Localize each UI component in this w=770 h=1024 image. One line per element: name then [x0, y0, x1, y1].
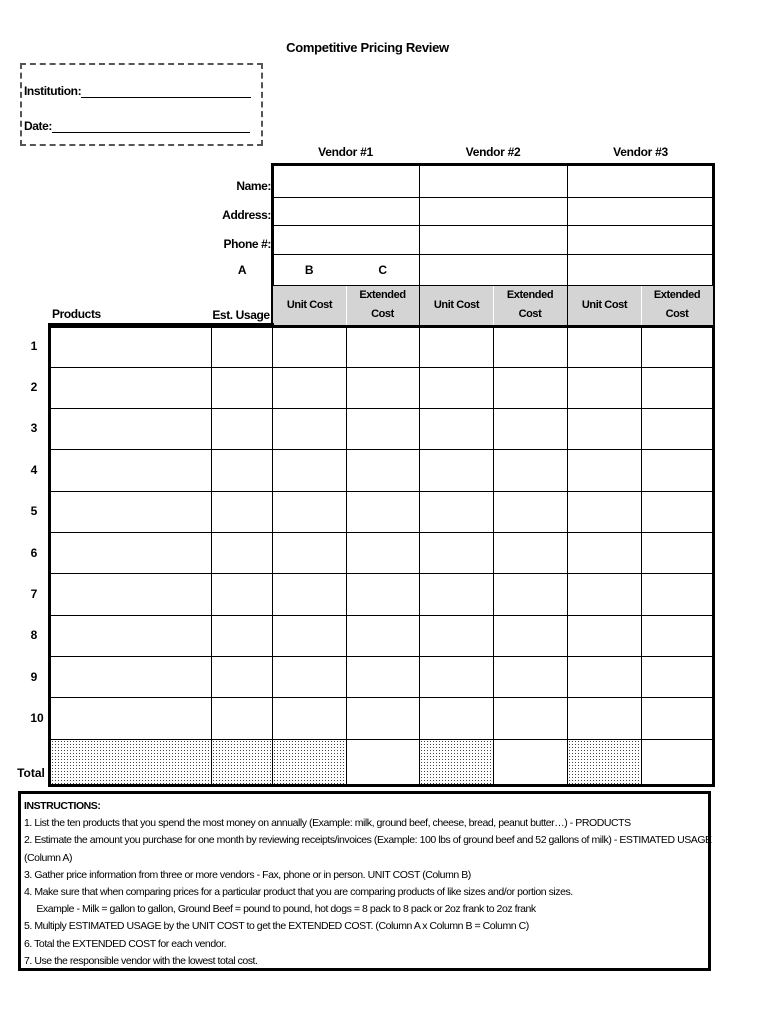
- v3-extended-cost-header: [641, 285, 713, 325]
- instruction-line: 5. Multiply ESTIMATED USAGE by the UNIT COST to get the EXTENDED COST. (Column A x Column B = Column C): [24, 920, 529, 933]
- products-heading: Products: [52, 307, 101, 321]
- unit-cost-label: Unit Cost: [433, 298, 480, 311]
- vendor-3-heading: Vendor #3: [613, 145, 668, 159]
- institution-label: Institution:: [24, 84, 82, 98]
- date-row: [24, 119, 250, 133]
- vendor-1-heading: Vendor #1: [318, 145, 373, 159]
- instruction-line: 1. List the ten products that you spend the most money on annually (Example: milk, ground beef, cheese, bread, peanut butter…) - PRODUCTS: [24, 817, 631, 830]
- institution-row: [24, 84, 251, 98]
- column-b-letter: B: [304, 263, 314, 277]
- instruction-line: 2. Estimate the amount you purchase for one month by reviewing receipts/invoices (Example: 100 lbs of ground beef and 52 gallons of milk) - ESTIMATED USAGE: [24, 834, 712, 847]
- column-a-letter: A: [237, 263, 247, 277]
- v1-extended-cost-header: [346, 285, 419, 325]
- row-number: 8: [30, 628, 38, 642]
- column-c-letter: C: [378, 263, 387, 277]
- extended-label: Extended: [653, 289, 701, 301]
- total-v2-unit-shaded: [420, 740, 493, 784]
- v1-unit-cost-header: [273, 285, 346, 325]
- v3-unit-cost-header: [568, 285, 641, 325]
- unit-cost-label: Unit Cost: [581, 298, 628, 311]
- name-label: Name:: [236, 179, 271, 193]
- total-products-shaded: [51, 740, 211, 784]
- row-number: 4: [30, 463, 38, 477]
- est-usage-heading: Est. Usage: [212, 308, 270, 322]
- date-label: Date:: [24, 119, 53, 133]
- cost-label: Cost: [518, 308, 542, 320]
- total-usage-shaded: [212, 740, 272, 784]
- address-label: Address:: [222, 208, 271, 222]
- v2-extended-cost-header: [493, 285, 567, 325]
- total-label: Total: [17, 766, 45, 780]
- instruction-line: 6. Total the EXTENDED COST for each vendor.: [24, 937, 227, 950]
- row-number: 10: [30, 711, 44, 725]
- row-number: 3: [30, 421, 38, 435]
- row-number: 6: [30, 546, 38, 560]
- cost-label: Cost: [371, 308, 394, 320]
- page-title: Competitive Pricing Review: [286, 40, 449, 55]
- total-v2-extended-cost[interactable]: [494, 740, 567, 784]
- row-number: 1: [30, 339, 38, 353]
- instructions-heading: INSTRUCTIONS:: [24, 800, 101, 812]
- instruction-line: 7. Use the responsible vendor with the lowest total cost.: [24, 954, 258, 967]
- row-number: 2: [30, 380, 38, 394]
- instruction-line: 4. Make sure that when comparing prices for a particular product that you are comparing products of like sizes and/or portion sizes.: [24, 886, 573, 899]
- total-v1-unit-shaded: [273, 740, 346, 784]
- instruction-line: (Column A): [24, 851, 73, 864]
- instruction-line: Example - Milk = gallon to gallon, Ground Beef = pound to pound, hot dogs = 8 pack to 8 pack or 2oz frank to 2oz frank: [24, 903, 536, 916]
- instructions-box: [18, 791, 711, 971]
- institution-field[interactable]: [81, 85, 251, 98]
- instruction-line: 3. Gather price information from three or more vendors - Fax, phone or in person. UNIT COST (Column B): [24, 868, 471, 881]
- cost-label: Cost: [665, 308, 689, 320]
- row-number: 7: [30, 587, 38, 601]
- date-field[interactable]: [52, 120, 250, 133]
- total-v1-extended-cost[interactable]: [347, 740, 419, 784]
- unit-cost-label: Unit Cost: [286, 298, 333, 311]
- vendor-2-heading: Vendor #2: [465, 145, 521, 159]
- products-grid: [48, 325, 715, 787]
- extended-label: Extended: [359, 289, 406, 301]
- total-v3-extended-cost[interactable]: [642, 740, 713, 784]
- phone-label: Phone #:: [223, 237, 271, 251]
- total-v3-unit-shaded: [568, 740, 641, 784]
- row-number: 5: [30, 504, 38, 518]
- v2-unit-cost-header: [420, 285, 493, 325]
- extended-label: Extended: [506, 289, 554, 301]
- institution-date-box: [20, 63, 263, 146]
- row-number: 9: [30, 670, 38, 684]
